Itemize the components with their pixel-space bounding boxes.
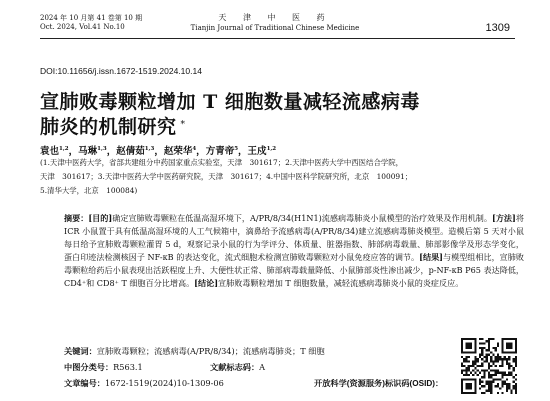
abstract-section-text: 与模型组相比，宣肺败毒颗粒给药后小鼠表现出活跃程度上升、大便性状正常、肺部病毒载量降低、小鼠肺部炎性渗出减少，p-NF-κB P65 表达降低，CD4⁺和 CD8⁺ T 细胞百分比增高。	[64, 252, 524, 289]
article-id-label: 文章编号：	[64, 378, 105, 388]
author-affiliation: 1,3	[144, 145, 155, 152]
journal-name	[0, 13, 550, 33]
author: 王戍	[247, 146, 267, 157]
osid-label: 开放科学(资源服务)标识码(OSID)：	[314, 379, 444, 388]
abstract-section-tag: [方法]	[491, 213, 516, 223]
affiliation-line: (1.天津中医药大学，省部共建组分中药国家重点实验室，天津 301617；2.天津中医药大学中西医结合学院，	[40, 158, 404, 167]
abstract-section-tag: [结果]	[419, 252, 443, 263]
author: 袁也	[40, 146, 60, 157]
article-id	[64, 378, 224, 389]
abstract-section-tag: [结论]	[194, 278, 219, 289]
affiliation-line: 5.清华大学，北京 100084)	[40, 186, 138, 195]
author-affiliation: 1,3	[97, 145, 107, 152]
author: 赵荣华	[163, 146, 193, 157]
document-code-label: 文献标志码：	[210, 362, 260, 372]
author: 马琳	[78, 146, 98, 157]
document-code-value: A	[259, 362, 266, 372]
journal-name-cn: 天 津 中 医 药	[218, 13, 332, 22]
page-number: 1309	[485, 22, 510, 34]
article-id-value: 1672-1519(2024)10-1309-06	[104, 378, 224, 388]
issue-info-cn: 2024 年 10 月第 41 卷第 10 期	[40, 14, 143, 22]
header-rule	[40, 38, 515, 39]
abstract-section-text: 宣肺败毒颗粒增加 T 细胞数量，减轻流感病毒肺炎小鼠的炎症反应。	[218, 278, 464, 289]
abstract-section-text: 确定宣肺败毒颗粒在低温高湿环境下，A/PR/8/34(H1N1)流感病毒肺炎小鼠模型的治疗效果及作用机制。	[112, 213, 492, 223]
journal-name-en: Tianjin Journal of Traditional Chinese Medicine	[190, 24, 360, 32]
clc-value: R563.1	[113, 362, 143, 372]
abstract-section-tag: [目的]	[88, 213, 113, 223]
keywords-text: 宣肺败毒颗粒；流感病毒(A/PR/8/34)；流感病毒肺炎；T 细胞	[96, 346, 325, 356]
issue-info-en: Oct. 2024, Vol.41 No.10	[40, 23, 125, 31]
abstract-label: 摘要：	[64, 213, 89, 223]
clc-label: 中图分类号：	[64, 362, 114, 372]
keywords-label: 关键词：	[64, 346, 97, 356]
paper-title-line-2-text: 肺炎的机制研究	[40, 116, 177, 138]
doi[interactable]: DOI:10.11656/j.issn.1672-1519.2024.10.14	[40, 66, 202, 76]
document-code	[210, 362, 265, 373]
author-affiliation: 4	[192, 145, 197, 152]
qr-code-icon[interactable]	[461, 338, 517, 394]
clc-number	[64, 362, 143, 373]
paper-title-line-1: 宣肺败毒颗粒增加 T 细胞数量减轻流感病毒	[40, 91, 420, 113]
abstract-section-text: 将 ICR 小鼠置于具有低温高湿环境的人工气候箱中，滴鼻给予流感病毒(A/PR/8/34)建立流感病毒肺炎模型。造模后第 5 天对小鼠每日给予宣肺败毒颗粒灌胃 5 d，观察记录小鼠的行为学评分、体质量、脏器指数、肺部病毒载量、肺部影像学及形态学变化，蛋白印迹法检测核因子 NF-κB 的表达变化，流式细胞术检测宣肺败毒颗粒对小鼠免疫应答的调节。	[64, 213, 524, 263]
affiliation-line: 天津 301617；3.天津中医药大学中医药研究院，天津 301617；4.中国中医科学院研究所，北京 100091；	[40, 172, 413, 181]
author-affiliation: 5	[234, 145, 239, 152]
paper-title-line-2	[40, 115, 186, 139]
author-list: 袁也$^{1,2}$，马琳$^{1,3}$，赵倩茹$^{1,3}$，赵荣华$^4$，方青帝$^5$，王戍$^{1,2}$	[40, 145, 277, 157]
author: 赵倩茹	[116, 146, 145, 157]
author-affiliation: 1,2	[266, 145, 277, 152]
keywords	[64, 346, 325, 357]
abstract	[64, 212, 524, 291]
author-affiliation: 1,2	[59, 145, 69, 152]
title-footnote-mark: *	[180, 120, 186, 130]
author: 方青帝	[205, 146, 235, 157]
